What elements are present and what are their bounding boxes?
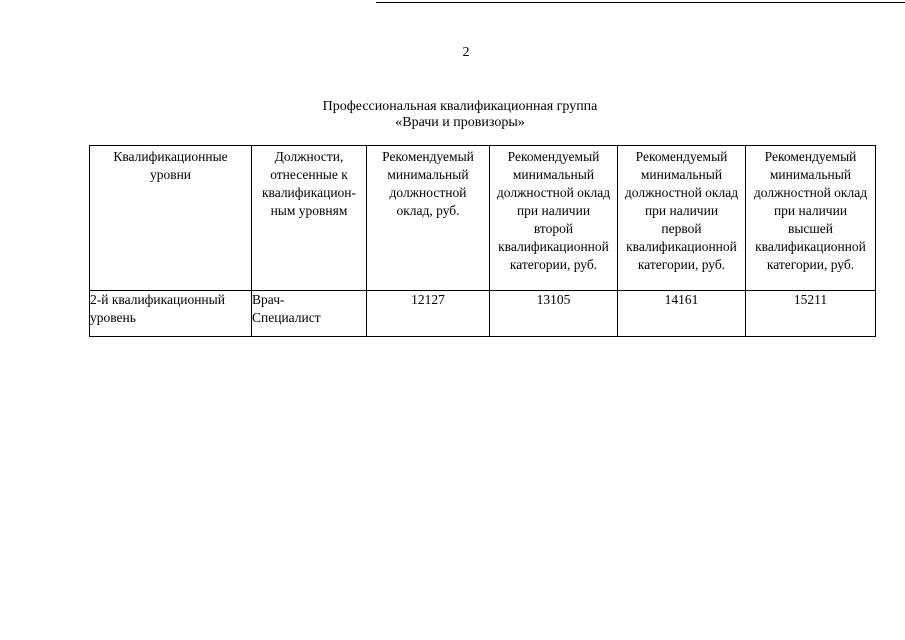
header-label: Квалификационные уровни — [113, 149, 228, 182]
table-row — [90, 291, 876, 337]
header-base-salary — [367, 146, 490, 291]
header-positions — [252, 146, 367, 291]
header-label: Рекомендуемый минимальный должностной оклад при наличии второй квалификационной категории, руб. — [496, 149, 611, 272]
header-label: Рекомендуемый минимальный должностной оклад при наличии высшей квалификационной категории, руб. — [753, 149, 868, 272]
document-heading — [280, 99, 640, 131]
heading-line-2: «Врачи и провизоры» — [395, 115, 525, 130]
table-header-row — [90, 146, 876, 291]
heading-line-1: Профессиональная квалификационная группа — [322, 99, 598, 114]
qualification-table — [89, 145, 876, 337]
cell-second-category-salary: 13105 — [490, 291, 618, 337]
cell-base-salary: 12127 — [367, 291, 490, 337]
header-label: Рекомендуемый минимальный должностной оклад, руб. — [382, 149, 474, 218]
cell-highest-category-salary: 15211 — [746, 291, 876, 337]
header-first-category-salary — [618, 146, 746, 291]
cell-position: Врач- Специалист — [252, 291, 367, 337]
cell-first-category-salary: 14161 — [618, 291, 746, 337]
header-highest-category-salary — [746, 146, 876, 291]
header-label: Должности, отнесенные к квалификацион- ным уровням — [261, 149, 357, 218]
header-qualification-levels — [90, 146, 252, 291]
cell-qualification-level: 2-й квалификационный уровень — [90, 291, 252, 337]
top-rule — [376, 2, 905, 3]
page-number: 2 — [462, 45, 470, 60]
header-label: Рекомендуемый минимальный должностной оклад при наличии первой квалификационной категории, руб. — [624, 149, 739, 272]
header-second-category-salary — [490, 146, 618, 291]
